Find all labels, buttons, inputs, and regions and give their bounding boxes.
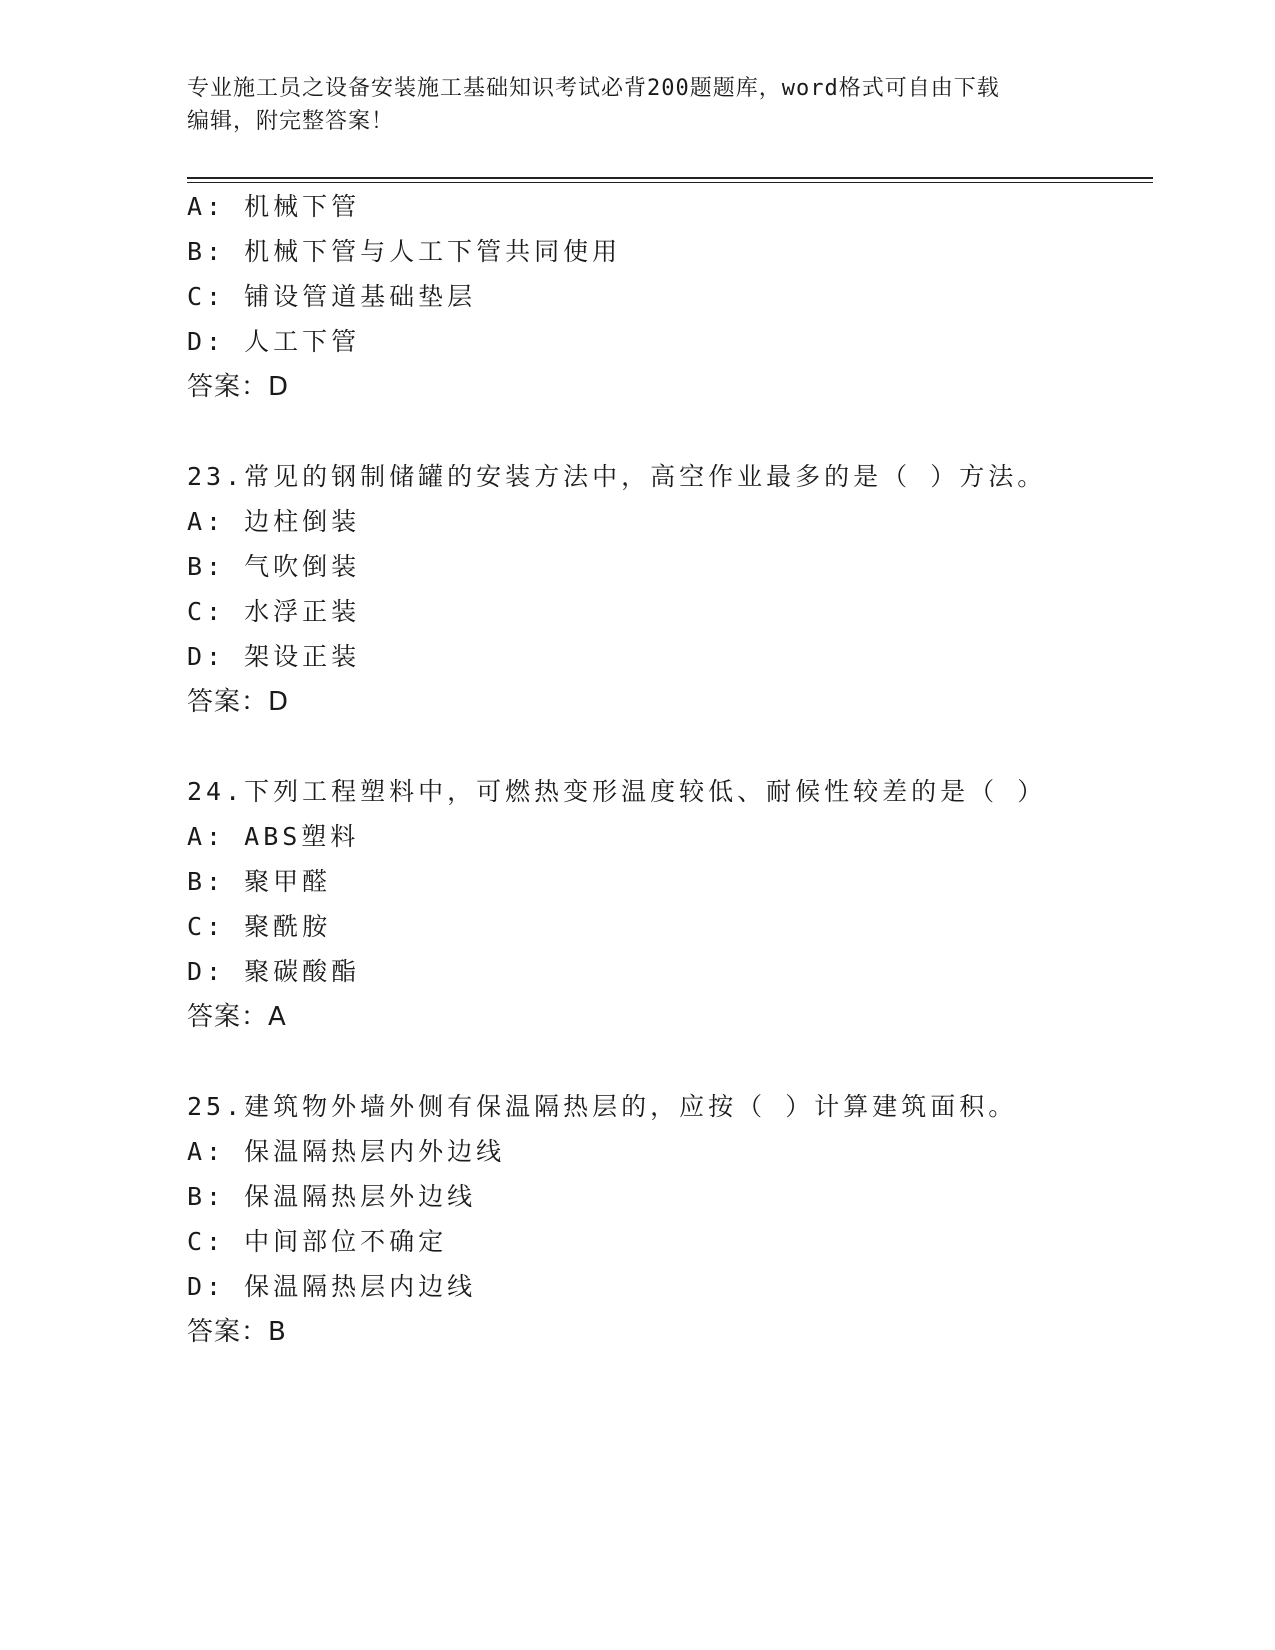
q22-option-c: C: 铺设管道基础垫层 — [187, 282, 477, 311]
q25-option-a: A: 保温隔热层内外边线 — [187, 1137, 506, 1166]
q23-option-b: B: 气吹倒装 — [187, 552, 361, 581]
q24-option-c: C: 聚酰胺 — [187, 912, 332, 941]
q22-answer: 答案：D — [187, 372, 290, 402]
q25-question: 25.建筑物外墙外侧有保温隔热层的，应按（ ）计算建筑面积。 — [187, 1092, 1018, 1121]
q22-option-b: B: 机械下管与人工下管共同使用 — [187, 237, 622, 266]
q23-question: 23.常见的钢制储罐的安装方法中，高空作业最多的是（ ）方法。 — [187, 462, 1047, 491]
q25-option-d: D: 保温隔热层内边线 — [187, 1272, 477, 1301]
header-rule-thick — [187, 177, 1153, 179]
q23-option-a: A: 边柱倒装 — [187, 507, 361, 536]
q23-answer: 答案：D — [187, 687, 290, 717]
q25-option-c: C: 中间部位不确定 — [187, 1227, 448, 1256]
q23-option-c: C: 水浮正装 — [187, 597, 361, 626]
q25-option-b: B: 保温隔热层外边线 — [187, 1182, 477, 1211]
q24-option-d: D: 聚碳酸酯 — [187, 957, 361, 986]
q24-option-b: B: 聚甲醛 — [187, 867, 332, 896]
document-header — [187, 72, 1067, 138]
q24-option-a: A: ABS塑料 — [187, 822, 360, 851]
q24-answer: 答案：A — [187, 1002, 287, 1032]
header-rule-thin — [187, 182, 1153, 183]
q24-question: 24.下列工程塑料中，可燃热变形温度较低、耐候性较差的是（ ） — [187, 777, 1047, 806]
q22-option-d: D: 人工下管 — [187, 327, 361, 356]
header-title-line-1: 专业施工员之设备安装施工基础知识考试必背200题题库，word格式可自由下载 — [187, 76, 1000, 101]
header-title-line-2: 编辑，附完整答案！ — [187, 109, 395, 134]
q23-option-d: D: 架设正装 — [187, 642, 361, 671]
q22-option-a: A: 机械下管 — [187, 192, 361, 221]
q25-answer: 答案：B — [187, 1317, 287, 1347]
